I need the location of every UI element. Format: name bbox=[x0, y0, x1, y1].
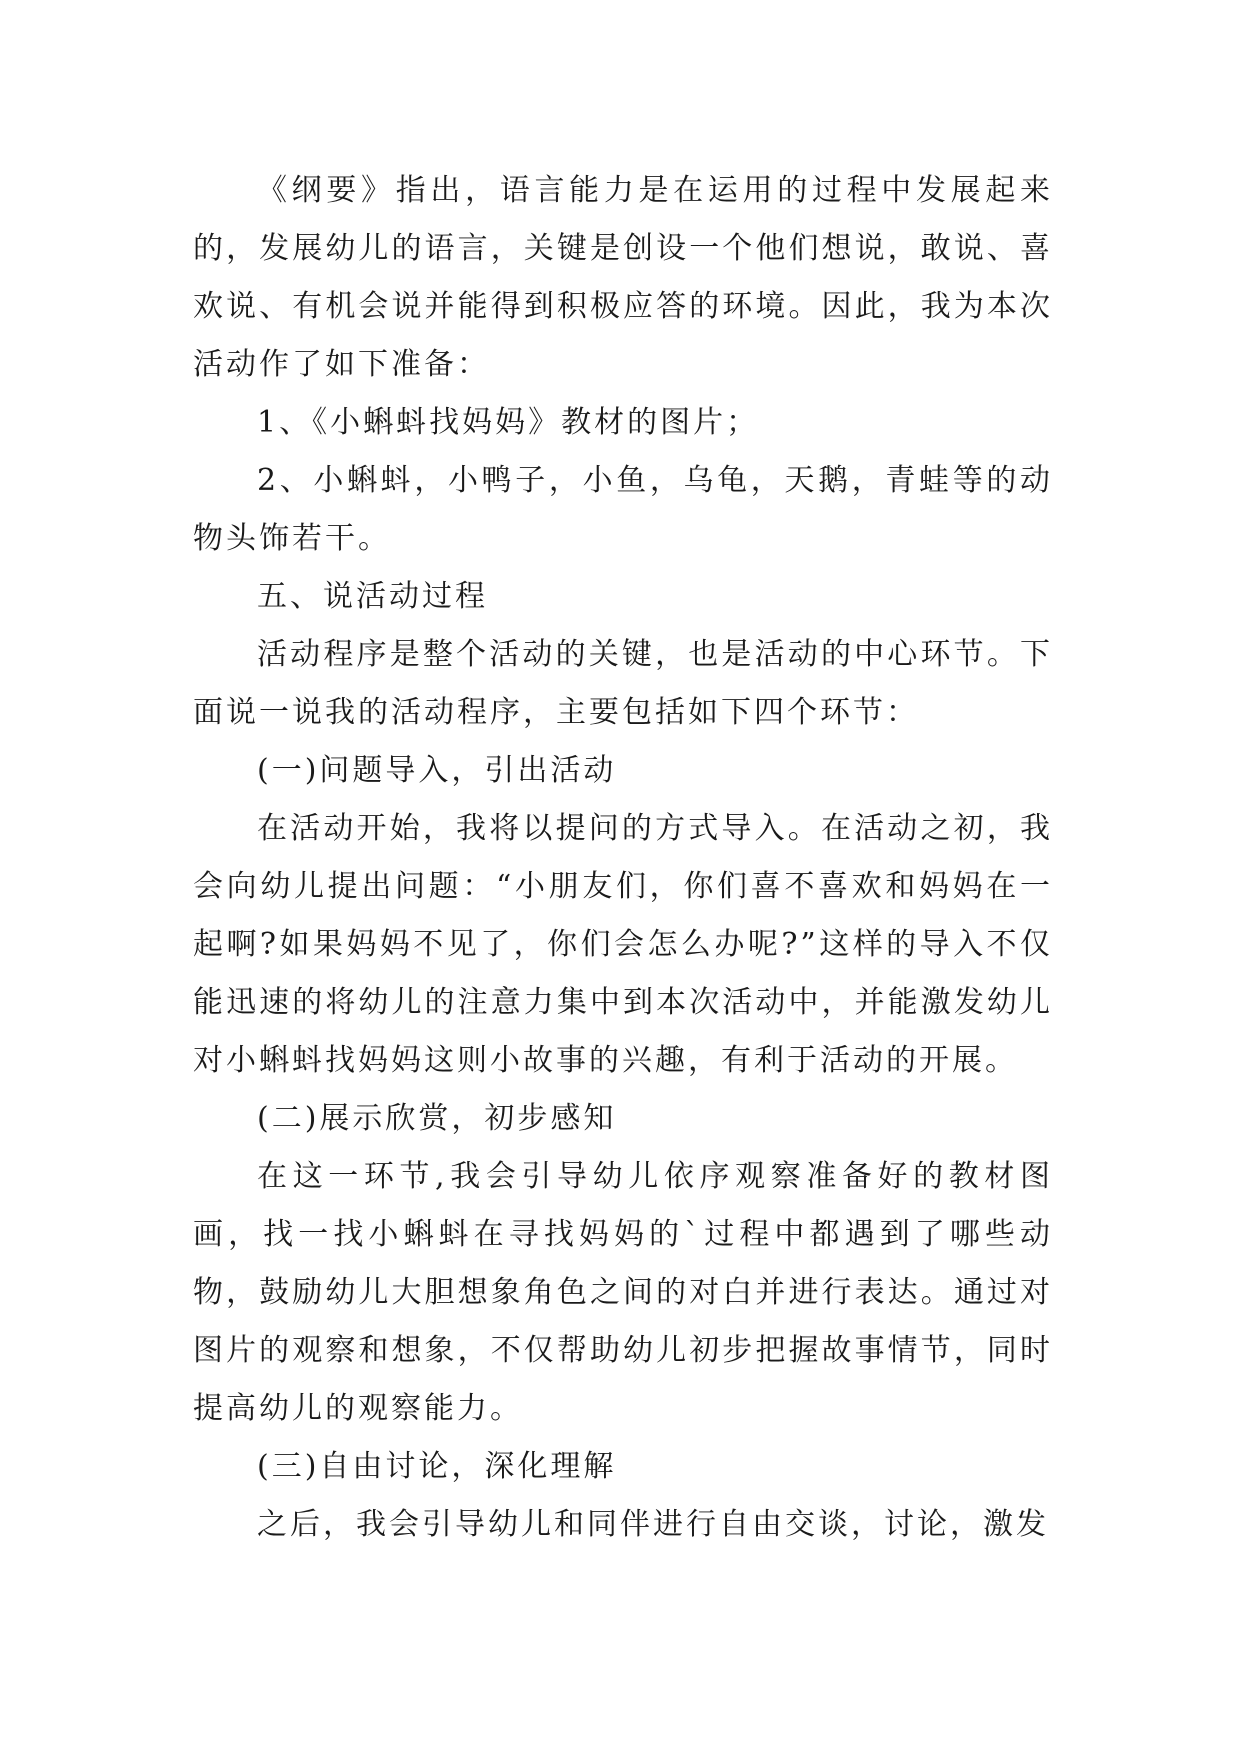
paragraph-step-1: 在活动开始，我将以提问的方式导入。在活动之初，我会向幼儿提出问题：“小朋友们，你们喜不喜欢和妈妈在一起啊?如果妈妈不见了，你们会怎么办呢?”这样的导入不仅能迅速的将幼儿的注意力集中到本次活动中，并能激发幼儿对小蝌蚪找妈妈这则小故事的兴趣，有利于活动的开展。 bbox=[193, 811, 1053, 1078]
paragraph-step-2: 在这一环节,我会引导幼儿依序观察准备好的教材图画，找一找小蝌蚪在寻找妈妈的`过程中都遇到了哪些动物，鼓励幼儿大胆想象角色之间的对白并进行表达。通过对图片的观察和想象，不仅帮助幼儿初步把握故事情节，同时提高幼儿的观察能力。 bbox=[193, 1159, 1053, 1426]
subheading-step-3: (三)自由讨论，深化理解 bbox=[257, 1449, 617, 1484]
paragraph-process-intro: 活动程序是整个活动的关键，也是活动的中心环节。下面说一说我的活动程序，主要包括如下四个环节： bbox=[193, 637, 1053, 730]
document-body bbox=[193, 162, 1053, 1554]
paragraph-outline-intro: 《纲要》指出，语言能力是在运用的过程中发展起来的，发展幼儿的语言，关键是创设一个他们想说，敢说、喜欢说、有机会说并能得到积极应答的环境。因此，我为本次活动作了如下准备： bbox=[193, 173, 1053, 382]
subheading-step-1: (一)问题导入，引出活动 bbox=[257, 753, 617, 788]
paragraph-prep-item-2: 2、小蝌蚪，小鸭子，小鱼，乌龟，天鹅，青蛙等的动物头饰若干。 bbox=[193, 463, 1053, 556]
paragraph-prep-item-1: 1、《小蝌蚪找妈妈》教材的图片； bbox=[257, 405, 760, 440]
paragraph-step-3: 之后，我会引导幼儿和同伴进行自由交谈，讨论，激发 bbox=[257, 1507, 1049, 1542]
section-heading-process: 五、说活动过程 bbox=[257, 579, 488, 614]
subheading-step-2: (二)展示欣赏，初步感知 bbox=[257, 1101, 617, 1136]
